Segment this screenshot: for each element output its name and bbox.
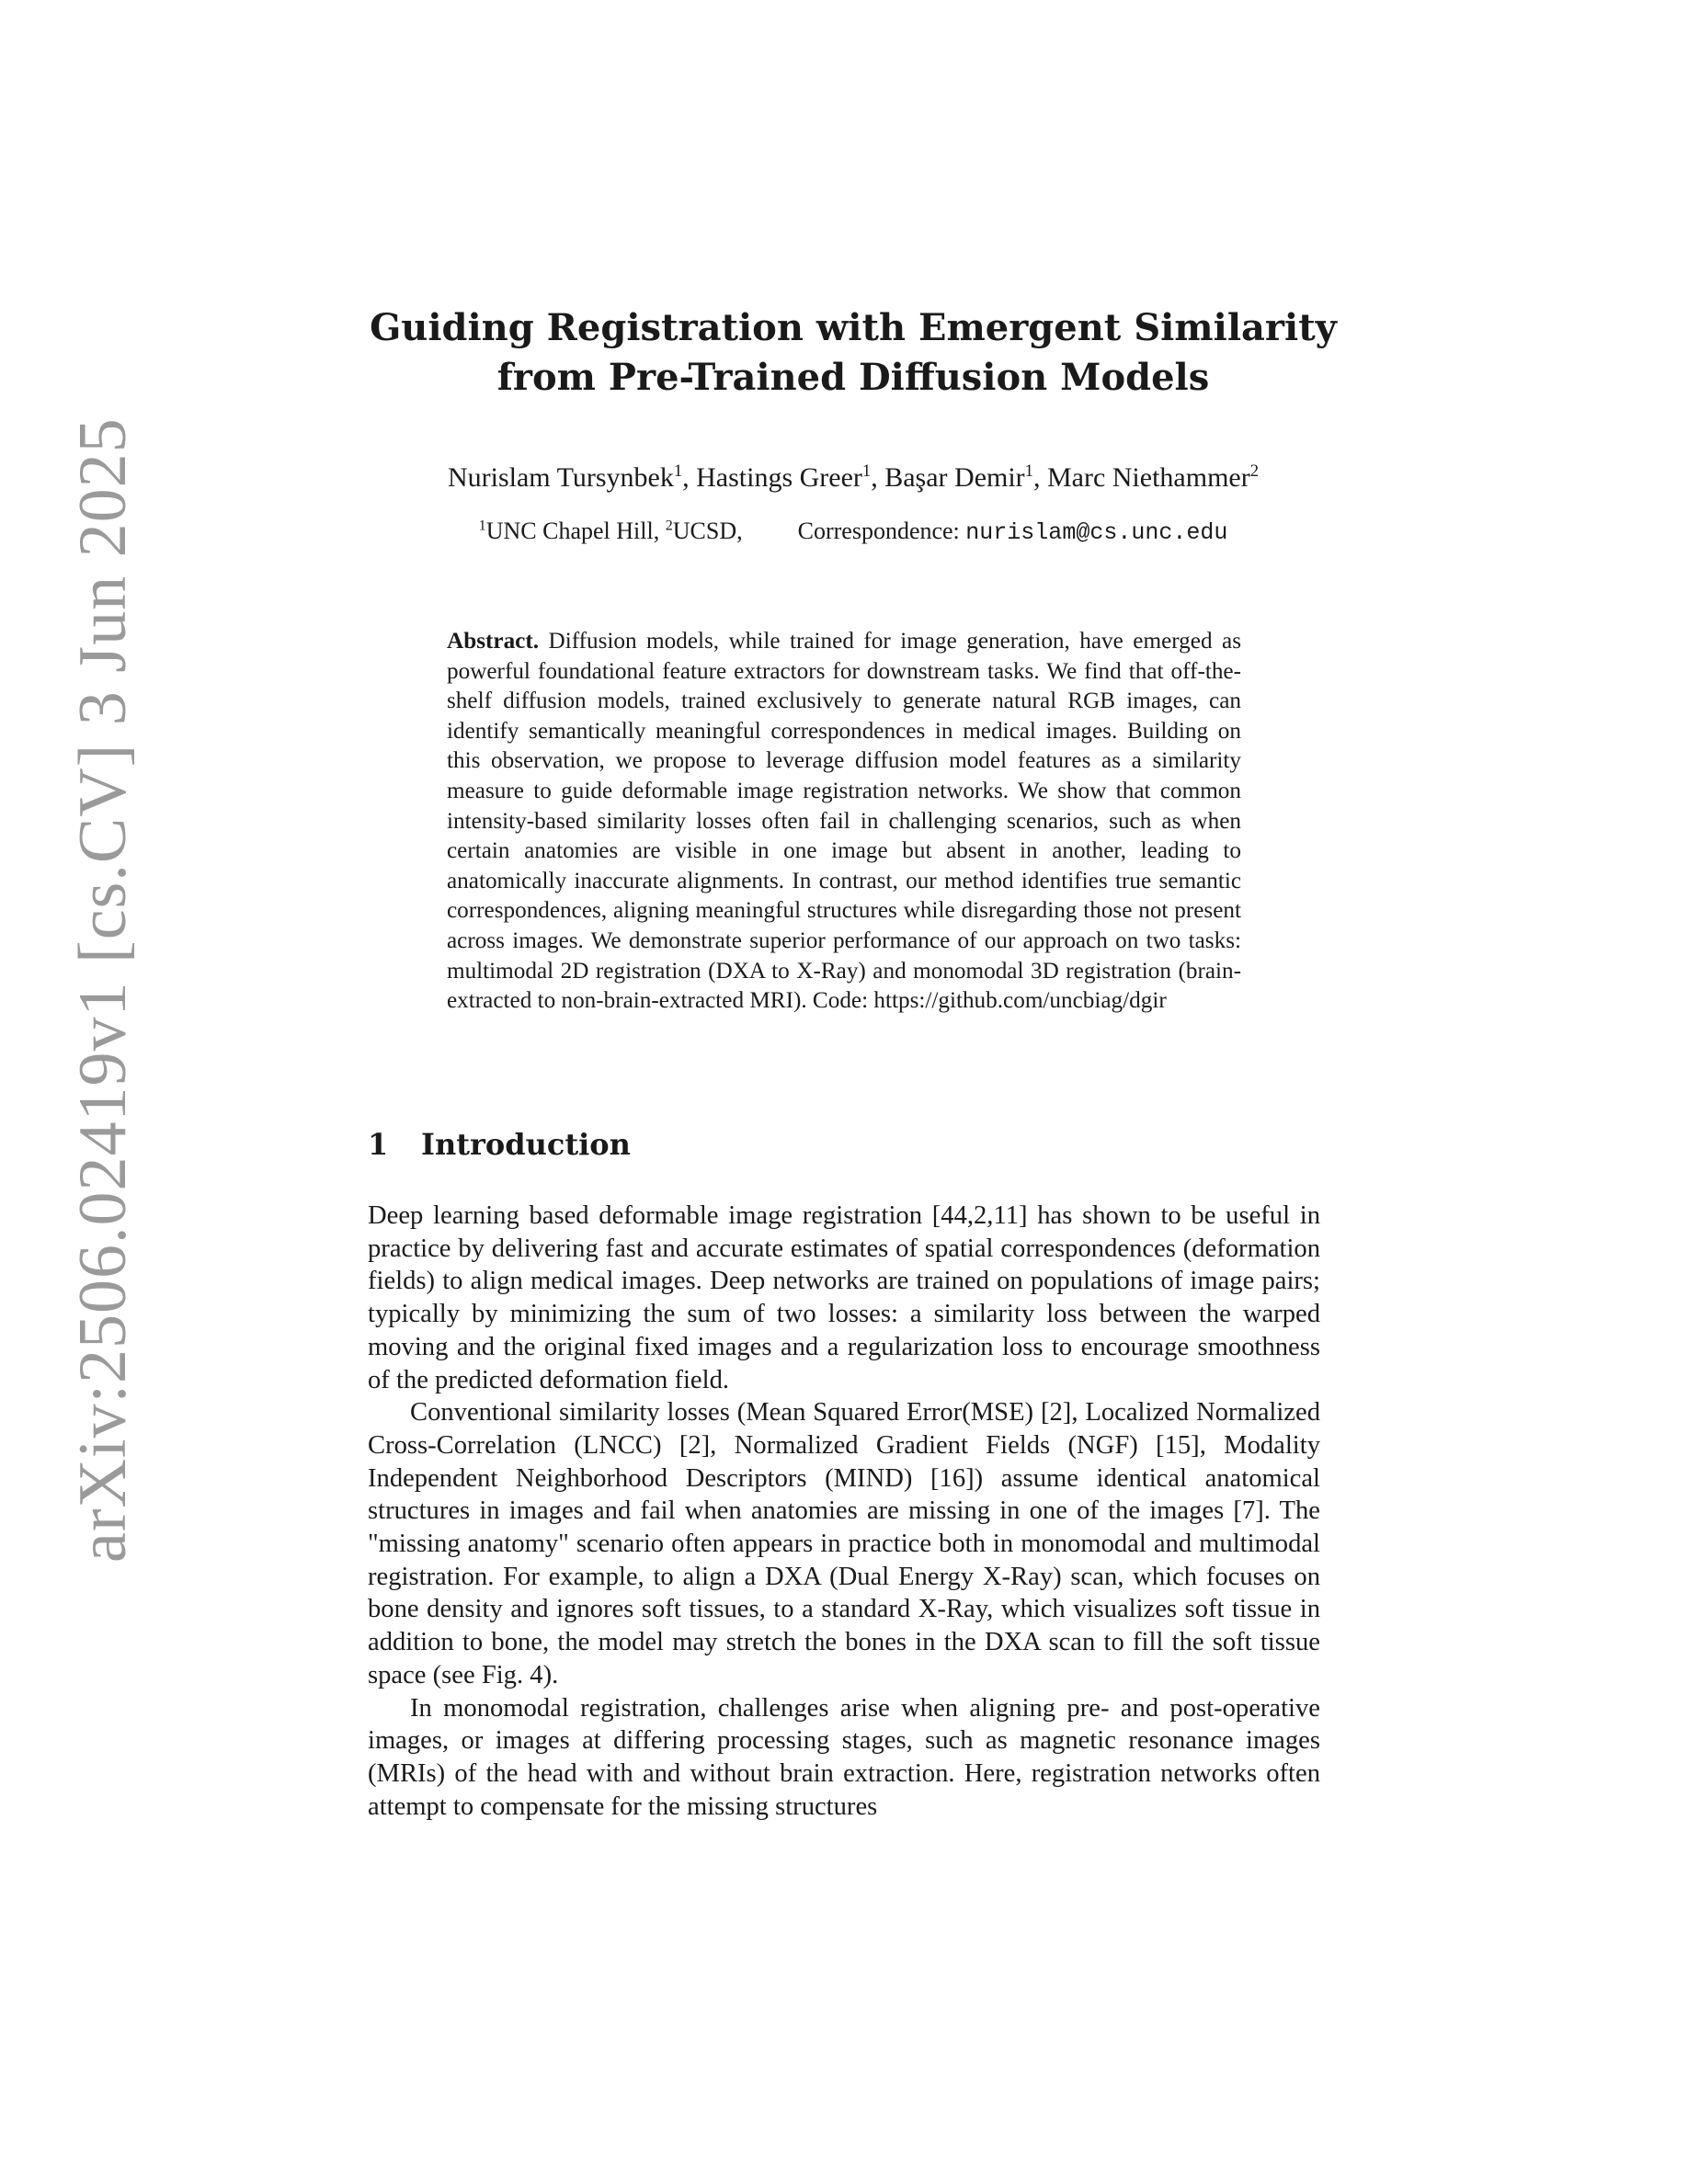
arxiv-identifier: arXiv:2506.02419v1 [cs.CV] 3 Jun 2025: [65, 417, 141, 1563]
paragraph: Conventional similarity losses (Mean Squared Error(MSE) [2], Localized Normalized Cross-Correlation (LNCC) [2], Normalized Gradient Fields (NGF) [15], Modality Independent Neighborhood Descriptors (MIND) [16]) assume identical anatomical structures in images and fail when anatomies are missing in one of the images [7]. The "missing anatomy" scenario often appears in practice both in monomodal and multimodal registration. For example, to align a DXA (Dual Energy X-Ray) scan, which focuses on bone density and ignores soft tissues, to a standard X-Ray, which visualizes soft tissue in addition to bone, the model may stretch the bones in the DXA scan to fill the soft tissue space (see Fig. 4).: [368, 1398, 1320, 1689]
author-name: Nurislam Tursynbek: [447, 462, 674, 493]
section-number: 1: [368, 1127, 389, 1162]
affiliation-mark: 2: [665, 518, 673, 534]
abstract: [447, 627, 1241, 1017]
body-text: [368, 1200, 1320, 1823]
section-heading: [368, 1126, 631, 1163]
correspondence-email[interactable]: nurislam@cs.unc.edu: [965, 519, 1228, 546]
author-affiliation-mark: 1: [861, 461, 872, 481]
author-affiliation-mark: 2: [1249, 461, 1260, 481]
paragraph: In monomodal registration, challenges arise when aligning pre- and post-operative images, or images at differing processing stages, such as magnetic resonance images (MRIs) of the head with and without brain extraction. Here, registration networks often attempt to compensate for the missing structures: [368, 1693, 1320, 1821]
author-list: Nurislam Tursynbek$^1$, Hastings Greer$^1$, Başar Demir$^1$, Marc Niethammer$^2$: [447, 461, 1260, 493]
affiliation-mark: 1: [478, 518, 486, 534]
correspondence-label: Correspondence:: [797, 518, 960, 544]
author-name: Marc Niethammer: [1046, 462, 1250, 493]
author-affiliation-mark: 1: [673, 461, 683, 481]
abstract-label: Abstract.: [447, 629, 540, 654]
author-name: Başar Demir: [884, 462, 1025, 493]
author-name: Hastings Greer: [696, 462, 862, 493]
paper-title: [276, 303, 1431, 403]
title-line-2: from Pre-Trained Diffusion Models: [496, 356, 1210, 399]
author-affiliation-mark: 1: [1024, 461, 1033, 481]
title-line-1: Guiding Registration with Emergent Similarity: [370, 306, 1337, 349]
affiliation-ucsd: UCSD,: [672, 518, 743, 544]
affiliations: [276, 515, 1431, 550]
section-title: Introduction: [421, 1127, 631, 1162]
paragraph: Deep learning based deformable image registration [44,2,11] has shown to be useful in practice by delivering fast and accurate estimates of spatial correspondences (deformation fields) to align medical images. Deep networks are trained on populations of image pairs; typically by minimizing the sum of two losses: a similarity loss between the warped moving and the original fixed images and a regularization loss to encourage smoothness of the predicted deformation field.: [368, 1201, 1320, 1394]
abstract-text: Diffusion models, while trained for image generation, have emerged as powerful foundational feature extractors for downstream tasks. We find that off-the-shelf diffusion models, trained exclusively to generate natural RGB images, can identify semantically meaningful correspondences in medical images. Building on this observation, we propose to leverage diffusion model features as a similarity measure to guide deformable image registration networks. We show that common intensity-based similarity losses often fail in challenging scenarios, such as when certain anatomies are visible in one image but absent in another, leading to anatomically inaccurate alignments. In contrast, our method identifies true semantic correspondences, aligning meaningful structures while disregarding those not present across images. We demonstrate superior performance of our approach on two tasks: multimodal 2D registration (DXA to X-Ray) and monomodal 3D registration (brain-extracted to non-brain-extracted MRI). Code: https://github.com/uncbiag/dgir: [447, 629, 1241, 1014]
affiliation-unc: UNC Chapel Hill,: [485, 518, 660, 544]
